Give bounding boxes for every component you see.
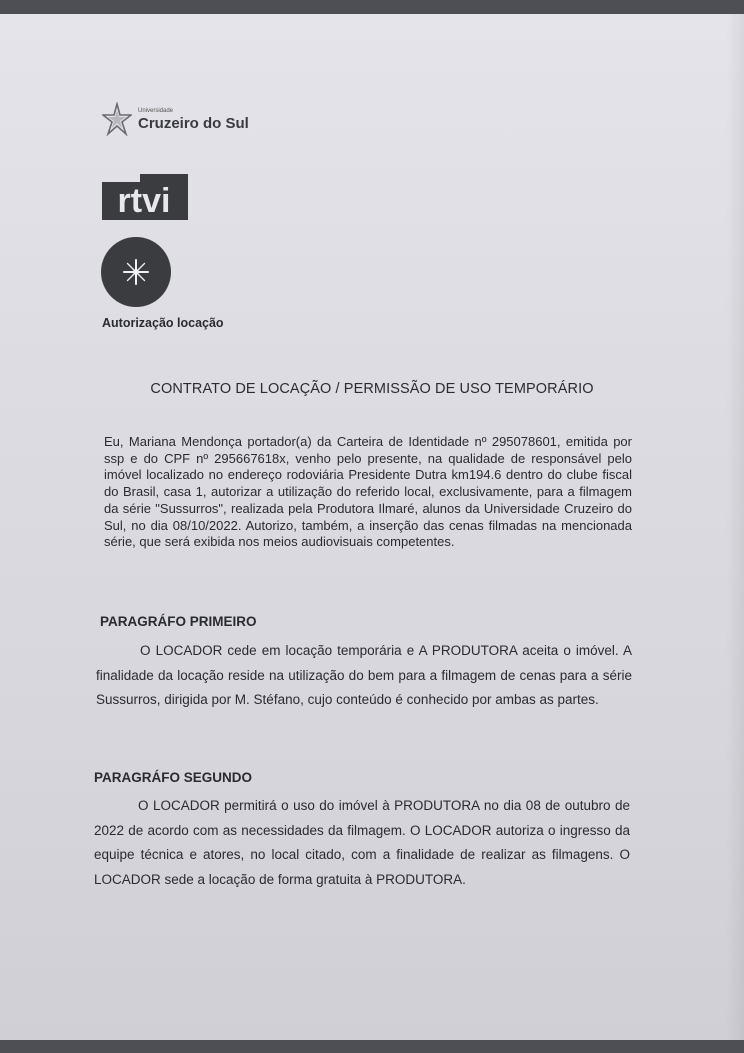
- rtvi-logo: [102, 174, 188, 220]
- university-small-label: Universidade: [138, 107, 174, 114]
- page-fold-shadow: [726, 14, 744, 1040]
- section-body-1: [96, 639, 632, 713]
- section-body-2-text: O LOCADOR permitirá o uso do imóvel à PRODUTORA no dia 08 de outubro de 2022 de acordo com as necessidades da filmagem. O LOCADOR autoriza o ingresso da equipe técnica e atores, no local citado, com a finalidade de realizar as filmagens. O LOCADOR sede a locação de forma gratuita à PRODUTORA.: [94, 798, 630, 887]
- intro-paragraph: Eu, Mariana Mendonça portador(a) da Carteira de Identidade nº 295078601, emitida por ssp e do CPF nº 295667618x, venho pelo presente, na qualidade de responsável pelo imóvel localizado no endereço rodoviária Presidente Dutra km194.6 dentro do clube fiscal do Brasil, casa 1, autorizar a utilização do referido local, exclusivamente, para a filmagem da série "Sussurros", realizada pela Produtora Ilmaré, alunos da Universidade Cruzeiro do Sul, no dia 08/10/2022. Autorizo, também, a inserção das cenas filmadas na mencionada série, que será exibida nos meios audiovisuais competentes.: [104, 434, 632, 550]
- compass-star-logo: [100, 236, 172, 308]
- section-body-2: [94, 794, 630, 892]
- document-page: [0, 14, 744, 1040]
- document-label: Autorização locação: [102, 316, 224, 330]
- rtvi-logo-text: rtvi: [117, 182, 171, 220]
- section-heading-2: PARAGRÁFO SEGUNDO: [94, 770, 253, 785]
- university-name: Cruzeiro do Sul: [138, 114, 249, 132]
- section-heading-1: PARAGRÁFO PRIMEIRO: [100, 614, 257, 629]
- star-icon: [102, 102, 132, 136]
- contract-title: CONTRATO DE LOCAÇÃO / PERMISSÃO DE USO TEMPORÁRIO: [150, 381, 594, 397]
- university-logo: [102, 102, 249, 136]
- section-body-1-text: O LOCADOR cede em locação temporária e A PRODUTORA aceita o imóvel. A finalidade da locação reside na utilização do bem para a filmagem de cenas para a série Sussurros, dirigida por M. Stéfano, cujo conteúdo é conhecido por ambas as partes.: [96, 643, 632, 707]
